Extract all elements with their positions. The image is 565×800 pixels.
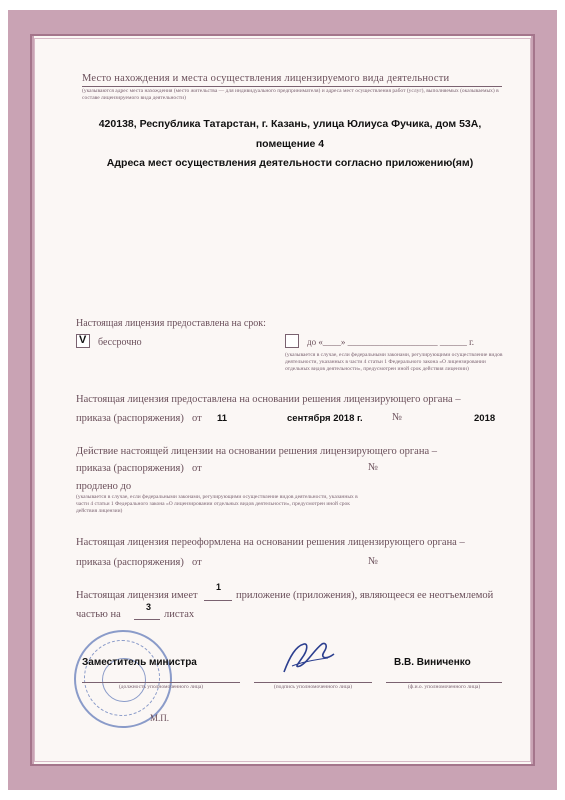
basis-day: 11: [217, 413, 228, 424]
reissue-from-label: от: [192, 557, 202, 568]
basis-number: 2018: [474, 413, 496, 424]
until-date: до «____» ____________________ ______ г.: [307, 337, 475, 347]
appendix-line2-suffix: листах: [164, 609, 195, 620]
reissue-order-label: приказа (распоряжения): [76, 557, 184, 568]
action-from-label: от: [192, 463, 202, 474]
appendix-count: 1: [216, 582, 222, 592]
signature-icon: [278, 636, 340, 678]
appendix-prefix: Настоящая лицензия имеет: [76, 590, 198, 601]
unlimited-checkbox: [76, 334, 90, 348]
appendix-suffix: приложение (приложения), являющееся ее неотъемлемой: [236, 590, 494, 601]
stamp-label: М.П.: [150, 713, 170, 723]
location-heading: Место нахождения и места осуществления лицензируемого вида деятельности: [82, 73, 450, 84]
action-line: Действие настоящей лицензии на основании решения лицензирующего органа –: [76, 446, 437, 457]
appendix-line2-prefix: частью на: [76, 609, 121, 620]
basis-month-year: сентября 2018 г.: [287, 413, 363, 424]
basis-order-label: приказа (распоряжения): [76, 413, 184, 424]
basis-from-label: от: [192, 413, 202, 424]
signer-position: Заместитель министра: [82, 657, 197, 668]
until-checkbox: [285, 334, 299, 348]
sheets-count: 3: [146, 602, 152, 612]
signer-name: В.В. Виниченко: [394, 657, 471, 668]
position-note: (должность уполномоченного лица): [118, 684, 204, 690]
extended-label: продлено до: [76, 481, 132, 492]
reissue-num-label: №: [368, 556, 379, 567]
check-mark: V: [79, 334, 87, 346]
sign-note: (подпись уполномоченного лица): [273, 684, 353, 690]
action-num-label: №: [368, 462, 379, 473]
term-label: Настоящая лицензия предоставлена на срок:: [76, 318, 266, 329]
address-line-2: помещение 4: [255, 138, 325, 150]
basis-num-label: №: [392, 412, 403, 423]
address-line-3: Адреса мест осуществления деятельности согласно приложению(ям): [106, 157, 474, 169]
reissue-line: Настоящая лицензия переоформлена на основании решения лицензирующего органа –: [76, 537, 465, 548]
basis-line: Настоящая лицензия предоставлена на основании решения лицензирующего органа –: [76, 394, 461, 405]
location-note: (указываются адрес места нахождения (место жительства — для индивидуального предпринимателя) и адреса мест осуществления работ (услуг), выполняемых (оказываемых) в составе лицензируемого вида деятельности): [82, 88, 499, 101]
until-note: (указывается в случае, если федеральными законами, регулирующими осуществление видов деятельности, указанных в части 4 статьи 1 Федерального закона «О лицензировании отдельных видов деятельности», предусмотрен иной срок действия лицензии): [285, 352, 503, 372]
unlimited-label: бессрочно: [98, 337, 142, 348]
action-order-label: приказа (распоряжения): [76, 463, 184, 474]
name-note: (ф.и.о. уполномоченного лица): [407, 684, 481, 690]
address-line-1: 420138, Республика Татарстан, г. Казань, улица Юлиуса Фучика, дом 53А,: [98, 118, 482, 130]
extended-note: (указывается в случае, если федеральными законами, регулирующими осуществление видов деятельности, указанных в части 4 статьи 1 Федерального закона «О лицензировании отдельных видов деятельности», предусмотрен иной срок действия лицензии): [76, 494, 358, 514]
